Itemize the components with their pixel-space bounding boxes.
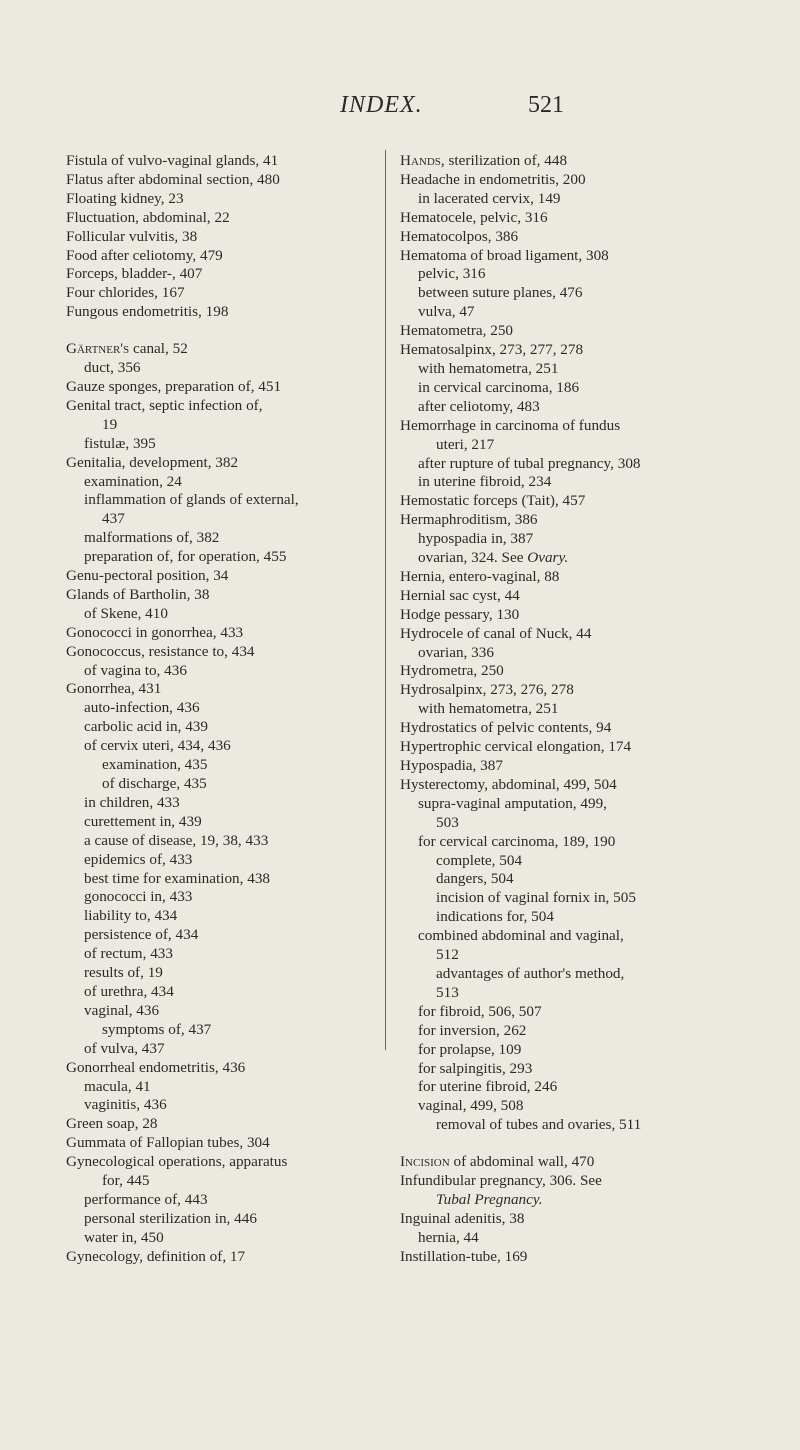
index-subentry: for inversion, 262 <box>418 1021 527 1039</box>
index-entry: Instillation-tube, 169 <box>400 1247 528 1265</box>
index-subentry: auto-infection, 436 <box>84 699 200 717</box>
index-subentry: examination, 24 <box>84 472 182 490</box>
index-subentry: vaginal, 436 <box>84 1001 160 1019</box>
page-title: INDEX. <box>340 92 423 118</box>
index-entry: Hypospadia, 387 <box>400 757 503 774</box>
index-subsubentry: removal of tubes and ovaries, 511 <box>436 1116 642 1134</box>
index-entry: Follicular vulvitis, 38 <box>66 227 198 245</box>
entry-text: , sterilization of, 448 <box>440 152 568 169</box>
index-subentry: of urethra, 434 <box>84 982 174 1000</box>
index-subentry: for prolapse, 109 <box>418 1040 522 1058</box>
index-subentry: in cervical carcinoma, 186 <box>418 378 580 396</box>
index-subentry: personal sterilization in, 446 <box>84 1209 257 1227</box>
index-subentry: ovarian, 336 <box>418 643 494 661</box>
index-subentry: hypospadia in, 387 <box>418 530 534 548</box>
index-subentry: persistence of, 434 <box>84 926 199 944</box>
index-entry: Gynecology, definition of, 17 <box>66 1247 246 1265</box>
index-subentry: preparation of, for operation, 455 <box>84 548 287 566</box>
column-divider <box>385 150 386 1050</box>
index-entry: Hypertrophic cervical elongation, 174 <box>400 738 632 756</box>
index-continuation: for, 445 <box>102 1172 150 1190</box>
index-subsubentry: dangers, 504 <box>436 870 514 888</box>
index-subentry: carbolic acid in, 439 <box>84 718 208 736</box>
section-gap <box>66 322 382 340</box>
index-subentry: best time for examination, 438 <box>84 869 271 887</box>
entry-text: of abdominal wall, 470 <box>449 1153 595 1171</box>
index-entry: Hematometra, 250 <box>400 322 514 340</box>
index-subentry: water in, 450 <box>84 1228 164 1246</box>
index-subentry: macula, 41 <box>84 1077 151 1095</box>
index-subentry: combined abdominal and vaginal, <box>418 927 624 945</box>
index-entry: Gauze sponges, preparation of, 451 <box>66 377 282 395</box>
index-subentry: hernia, 44 <box>418 1228 479 1246</box>
index-subsubentry: indications for, 504 <box>436 908 554 926</box>
index-entry: Four chlorides, 167 <box>66 284 185 302</box>
index-subentry: vaginal, 499, 508 <box>418 1097 524 1115</box>
index-entry: Food after celiotomy, 479 <box>66 246 223 264</box>
index-entry: Flatus after abdominal section, 480 <box>66 170 280 188</box>
index-subentry: in uterine fibroid, 234 <box>418 473 552 491</box>
page-header <box>0 92 800 132</box>
index-entry: Hermaphroditism, 386 <box>400 511 538 529</box>
index-entry <box>400 152 770 171</box>
index-entry: Hodge pessary, 130 <box>400 605 520 623</box>
index-subsubentry: of discharge, 435 <box>102 775 207 792</box>
index-continuation: 513 <box>436 983 459 1001</box>
cross-reference <box>400 1191 770 1210</box>
index-subentry: curettement in, 439 <box>84 812 202 830</box>
index-entry: Forceps, bladder-, 407 <box>66 265 203 283</box>
index-subentry: vaginitis, 436 <box>84 1096 167 1114</box>
index-entry: Gonorrhea, 431 <box>66 680 162 698</box>
section-heading-word: Hands <box>400 152 441 169</box>
index-entry: Genital tract, septic infection of, <box>66 396 263 414</box>
index-subentry: with hematometra, 251 <box>418 700 559 718</box>
index-subentry: vulva, 47 <box>418 303 475 321</box>
index-column-left <box>66 152 382 1267</box>
index-subentry: a cause of disease, 19, 38, 433 <box>84 831 269 849</box>
index-subentry: between suture planes, 476 <box>418 284 583 302</box>
index-entry: Fistula of vulvo-vaginal glands, 41 <box>66 152 279 169</box>
index-column-right <box>400 152 770 1267</box>
index-subentry: results of, 19 <box>84 964 163 982</box>
index-entry: Hydrocele of canal of Nuck, 44 <box>400 624 592 642</box>
index-entry: Hydrostatics of pelvic contents, 94 <box>400 719 612 737</box>
index-subentry: liability to, 434 <box>84 907 178 925</box>
index-entry: Hemostatic forceps (Tait), 457 <box>400 492 586 510</box>
index-entry: Hematocele, pelvic, 316 <box>400 208 548 226</box>
index-entry: Gonococcus, resistance to, 434 <box>66 642 255 660</box>
index-entry: Hysterectomy, abdominal, 499, 504 <box>400 775 617 793</box>
index-entry <box>66 340 382 359</box>
index-subentry: duct, 356 <box>84 359 141 377</box>
index-entry: Hydrosalpinx, 273, 276, 278 <box>400 681 574 699</box>
index-entry: Hydrometra, 250 <box>400 662 504 680</box>
index-subentry: in lacerated cervix, 149 <box>418 189 561 207</box>
index-subentry: after celiotomy, 483 <box>418 397 540 415</box>
index-continuation: 437 <box>102 510 125 528</box>
index-subentry: for fibroid, 506, 507 <box>418 1002 542 1020</box>
section-heading-word: Gärtner's <box>66 340 130 358</box>
index-subentry: epidemics of, 433 <box>84 850 193 868</box>
index-entry: Genu-pectoral position, 34 <box>66 567 229 585</box>
index-subsubentry: examination, 435 <box>102 756 208 774</box>
cross-reference-text: Tubal Pregnancy. <box>436 1190 543 1208</box>
index-subsubentry: symptoms of, 437 <box>102 1020 212 1038</box>
page-number: 521 <box>528 92 564 118</box>
index-subsubentry: complete, 504 <box>436 851 523 869</box>
index-subentry: supra-vaginal amputation, 499, <box>418 794 607 812</box>
index-entry: Inguinal adenitis, 38 <box>400 1209 525 1227</box>
index-entry: Hematocolpos, 386 <box>400 227 519 245</box>
index-subentry: for cervical carcinoma, 189, 190 <box>418 832 616 850</box>
index-subentry: inflammation of glands of external, <box>84 491 299 509</box>
index-entry: Fungous endometritis, 198 <box>66 303 229 321</box>
index-subentry: with hematometra, 251 <box>418 359 559 377</box>
index-entry <box>400 1153 770 1172</box>
index-entry: Hematoma of broad ligament, 308 <box>400 246 609 264</box>
index-subentry: after rupture of tubal pregnancy, 308 <box>418 454 641 472</box>
index-entry: Infundibular pregnancy, 306. See <box>400 1172 602 1190</box>
index-subentry: fistulæ, 395 <box>84 434 156 452</box>
section-heading-word: Incision <box>400 1153 450 1171</box>
index-subentry: of Skene, 410 <box>84 604 168 622</box>
index-continuation: uteri, 217 <box>436 435 495 453</box>
index-subentry: pelvic, 316 <box>418 265 486 283</box>
cross-reference: Ovary. <box>527 549 569 567</box>
index-entry: Gonococci in gonorrhea, 433 <box>66 623 244 641</box>
index-entry: Headache in endometritis, 200 <box>400 170 586 188</box>
index-subentry: gonococci in, 433 <box>84 888 193 906</box>
index-subsubentry: advantages of author's method, <box>436 964 625 982</box>
index-subsubentry: incision of vaginal fornix in, 505 <box>436 889 636 907</box>
index-entry: Gummata of Fallopian tubes, 304 <box>66 1134 270 1152</box>
index-entry: Glands of Bartholin, 38 <box>66 585 210 603</box>
entry-text: canal, 52 <box>129 340 188 358</box>
index-subentry: for salpingitis, 293 <box>418 1059 533 1077</box>
index-entry: Gonorrheal endometritis, 436 <box>66 1058 246 1076</box>
index-entry: Genitalia, development, 382 <box>66 453 239 471</box>
index-entry: Fluctuation, abdominal, 22 <box>66 208 230 226</box>
index-continuation: 512 <box>436 946 459 964</box>
index-subentry: of cervix uteri, 434, 436 <box>84 737 231 755</box>
section-gap <box>400 1135 770 1153</box>
index-entry: Hemorrhage in carcinoma of fundus <box>400 416 621 434</box>
index-entry: Hematosalpinx, 273, 277, 278 <box>400 341 584 359</box>
index-continuation: 503 <box>436 813 459 831</box>
index-subentry: performance of, 443 <box>84 1190 208 1208</box>
index-entry: Gynecological operations, apparatus <box>66 1153 288 1171</box>
index-subentry: for uterine fibroid, 246 <box>418 1078 558 1096</box>
index-continuation: 19 <box>102 415 118 433</box>
index-subentry: of vulva, 437 <box>84 1039 165 1057</box>
index-entry: Green soap, 28 <box>66 1115 158 1133</box>
index-subentry: malformations of, 382 <box>84 529 220 547</box>
index-entry: Floating kidney, 23 <box>66 189 184 207</box>
index-entry: Hernia, entero-vaginal, 88 <box>400 567 560 585</box>
index-subentry: in children, 433 <box>84 793 180 811</box>
index-subentry: of rectum, 433 <box>84 945 173 963</box>
entry-text: ovarian, 324. See <box>418 549 528 567</box>
index-subentry <box>400 549 770 568</box>
index-entry: Hernial sac cyst, 44 <box>400 586 520 604</box>
index-subentry: of vagina to, 436 <box>84 661 187 679</box>
